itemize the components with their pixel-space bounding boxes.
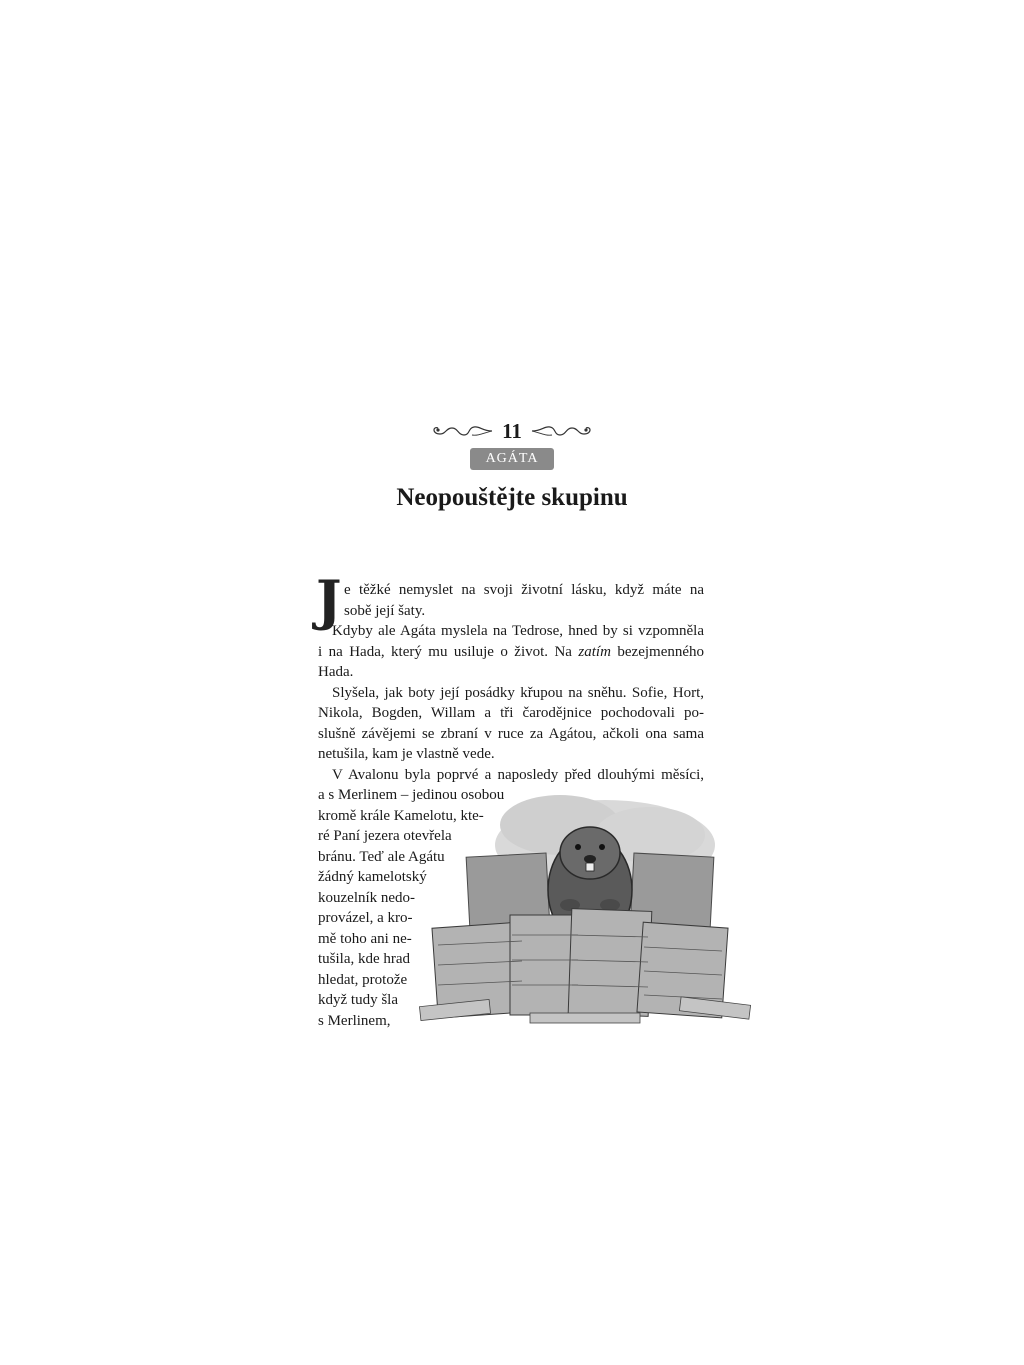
body-line — [318, 642, 704, 663]
chapter-number: 11 — [502, 419, 522, 443]
body-line: když tudy šla — [318, 992, 398, 1008]
body-line: V Avalonu byla poprvé a naposledy před dlouhými měsíci, — [332, 766, 704, 783]
body-line: Kdyby ale Agáta myslela na Tedrose, hned by si vzpomněla — [332, 623, 704, 639]
body-line: s Merlinem, — [318, 1012, 391, 1029]
body-line: sobě její šaty. — [344, 602, 426, 619]
left-flourish-icon — [432, 423, 494, 439]
pov-badge: AGÁTA — [470, 448, 555, 470]
body-line: hledat, protože — [318, 971, 408, 988]
body-line: a s Merlinem – jedinou osobou — [318, 787, 505, 803]
body-text: bezejmenného — [617, 643, 705, 660]
body-line: kromě krále Kamelotu, kte- — [318, 807, 484, 824]
body-line: žádný kamelotský — [318, 869, 427, 885]
beaver-newspapers-illustration — [410, 775, 760, 1035]
chapter-title: Neopouštějte skupinu — [396, 484, 628, 511]
body-line: bránu. Teď ale Agátu — [318, 848, 445, 865]
body-line: slušně závějemi se zbraní v ruce za Agátou, ačkoli ona sama — [318, 725, 704, 742]
chapter-number-row — [0, 416, 1024, 446]
body-line: provázel, a kro- — [318, 910, 413, 926]
body-line: ré Paní jezera otevřela — [318, 828, 452, 844]
body-text: i na Hada, který mu usiluje o život. Na — [318, 643, 572, 660]
body-line: Hada. — [318, 664, 354, 680]
right-flourish-icon — [530, 423, 592, 439]
body-line: kouzelník nedo- — [318, 889, 416, 906]
body-line: mě toho ani ne- — [318, 930, 412, 947]
body-line: tušila, kde hrad — [318, 951, 411, 967]
body-line: Nikola, Bogden, Willam a tři čarodějnice pochodovali po- — [318, 705, 704, 721]
emphasis-text: zatím — [578, 643, 611, 660]
drop-cap: J — [316, 568, 342, 632]
body-line: e těžké nemyslet na svoji životní lásku, když máte na — [344, 582, 704, 598]
chapter-header — [0, 416, 1024, 470]
body-line: netušila, kam je vlastně vede. — [318, 746, 495, 762]
body-line: Slyšela, jak boty její posádky křupou na sněhu. Sofie, Hort, — [332, 684, 704, 701]
